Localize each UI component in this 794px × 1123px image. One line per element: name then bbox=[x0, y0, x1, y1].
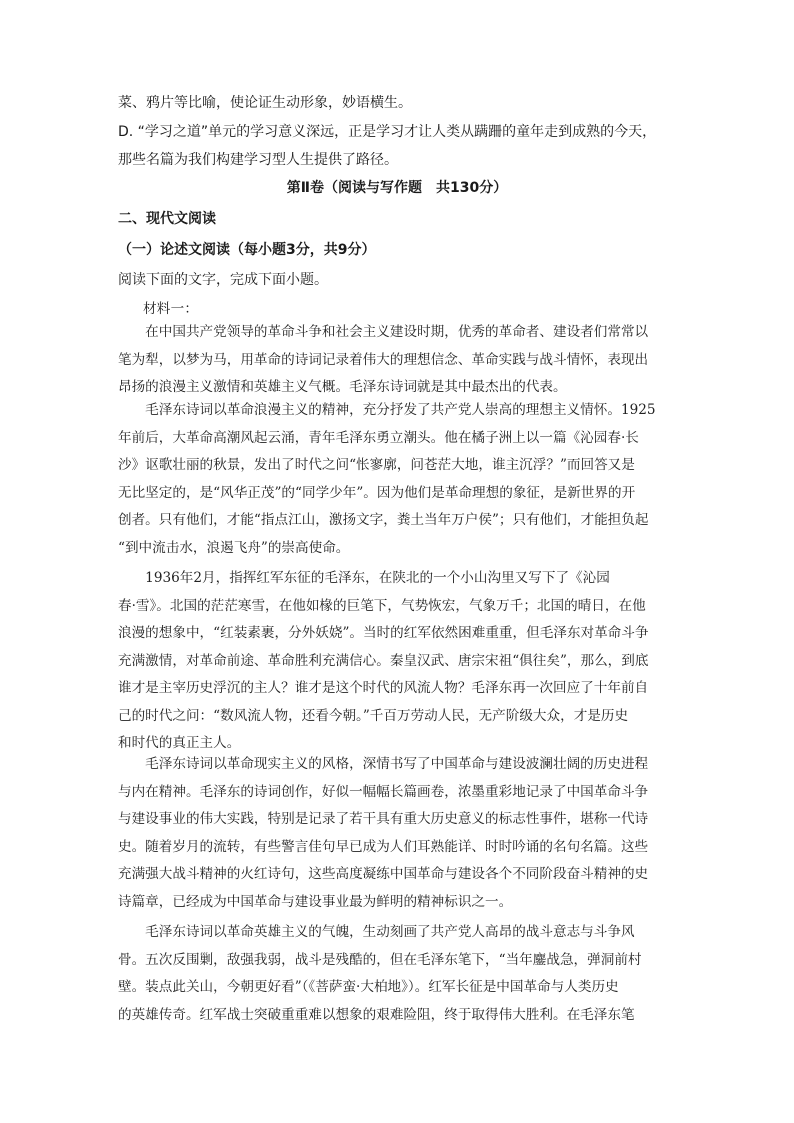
material-line: 毛泽东诗词以革命英雄主义的气魄，生动刻画了共产党人高昂的战斗意志与斗争风 bbox=[118, 924, 635, 940]
material-line: 充满激情，对革命前途、革命胜利充满信心。秦皇汉武、唐宗宋祖“俱往矣”，那么，到底 bbox=[118, 652, 649, 669]
material-line: “到中流击水，浪遏飞舟”的崇高使命。 bbox=[118, 539, 350, 556]
material-line: 己的时代之问：“数风流人物，还看今朝。”千百万劳动人民，无产阶级大众，才是历史 bbox=[118, 707, 629, 724]
sub-title: （一）论述文阅读（每小题3分，共9分） bbox=[118, 242, 376, 258]
material-line: 在中国共产党领导的革命斗争和社会主义建设时期，优秀的革命者、建设者们常常以 bbox=[118, 324, 649, 340]
material-line: 笔为犁，以梦为马，用革命的诗词记录着伟大的理想信念、革命实践与战斗情怀，表现出 bbox=[118, 351, 649, 368]
material-line: 的英雄传奇。红军战士突破重重难以想象的艰难险阻，终于取得伟大胜利。在毛泽东笔 bbox=[118, 1006, 635, 1023]
material-line: 1936年2月，指挥红军东征的毛泽东，在陕北的一个小山沟里又写下了《沁园 bbox=[118, 570, 610, 586]
material-line: 毛泽东诗词以革命浪漫主义的精神，充分抒发了共产党人崇高的理想主义情怀。1925 bbox=[118, 402, 656, 418]
material-line: 与内在精神。毛泽东的诗词创作，好似一幅幅长篇画卷，浓墨重彩地记录了中国革命斗争 bbox=[118, 783, 649, 800]
material-line: 充满强大战斗精神的火红诗句，这些高度凝练中国革命与建设各个不同阶段奋斗精神的史 bbox=[118, 866, 649, 882]
material-line: 浪漫的想象中，“红装素裹，分外妖娆”。当时的红军依然困难重重，但毛泽东对革命斗争 bbox=[118, 625, 649, 641]
material-line: 骨。五次反围剿，敌强我弱，战斗是残酷的，但在毛泽东笔下，“当年鏖战急，弹洞前村 bbox=[118, 951, 642, 968]
instruction: 阅读下面的文字，完成下面小题。 bbox=[118, 272, 328, 288]
material-line: 史。随着岁月的流转，有些警言佳句早已成为人们耳熟能详、时时吟诵的名句名篇。这些 bbox=[118, 838, 649, 855]
option-d-line-2: 那些名篇为我们构建学习型人生提供了路径。 bbox=[118, 152, 398, 168]
material-line: 壁。装点此关山，今朝更好看”（《菩萨蛮·大柏地》）。红军长征是中国革命与人类历史 bbox=[118, 979, 619, 995]
material-line: 无比坚定的，是“风华正茂”的“同学少年”。因为他们是革命理想的象征，是新世界的开 bbox=[118, 484, 636, 501]
material-line: 年前后，大革命高潮风起云涌，青年毛泽东勇立潮头。他在橘子洲上以一篇《沁园春·长 bbox=[118, 429, 639, 446]
option-d-line-1: D. “学习之道”单元的学习意义深远，正是学习才让人类从蹒跚的童年走到成熟的今天， bbox=[118, 124, 657, 140]
material-line: 春·雪》。北国的茫茫寒雪，在他如椽的巨笔下，气势恢宏，气象万千；北国的晴日，在他 bbox=[118, 597, 646, 614]
material-line: 毛泽东诗词以革命现实主义的风格，深情书写了中国革命与建设波澜壮阔的历史进程 bbox=[118, 756, 649, 772]
material-label: 材料一： bbox=[143, 301, 199, 317]
material-line: 诗篇章，已经成为中国革命与建设事业最为鲜明的精神标识之一。 bbox=[118, 893, 513, 910]
material-line: 与建设事业的伟大实践，特别是记录了若干具有重大历史意义的标志性事件，堪称一代诗 bbox=[118, 811, 649, 827]
material-line: 昂扬的浪漫主义激情和英雄主义气概。毛泽东诗词就是其中最杰出的代表。 bbox=[118, 379, 567, 395]
material-line: 谁才是主宰历史浮沉的主人？谁才是这个时代的风流人物？毛泽东再一次回应了十年前自 bbox=[118, 680, 649, 696]
intro-line-1: 菜、鸦片等比喻，使论证生动形象，妙语横生。 bbox=[118, 95, 412, 111]
material-line: 沙》讴歌壮丽的秋景，发出了时代之问“怅寥廓，问苍茫大地，谁主沉浮？”而回答又是 bbox=[118, 457, 635, 473]
material-line: 和时代的真正主人。 bbox=[118, 735, 241, 751]
material-line: 创者。只有他们，才能“指点江山，激扬文字，粪土当年万户侯”；只有他们，才能担负起 bbox=[118, 512, 649, 528]
volume-title: 第Ⅱ卷（阅读与写作题 共130分） bbox=[286, 180, 508, 196]
part-title: 二、现代文阅读 bbox=[118, 211, 216, 227]
